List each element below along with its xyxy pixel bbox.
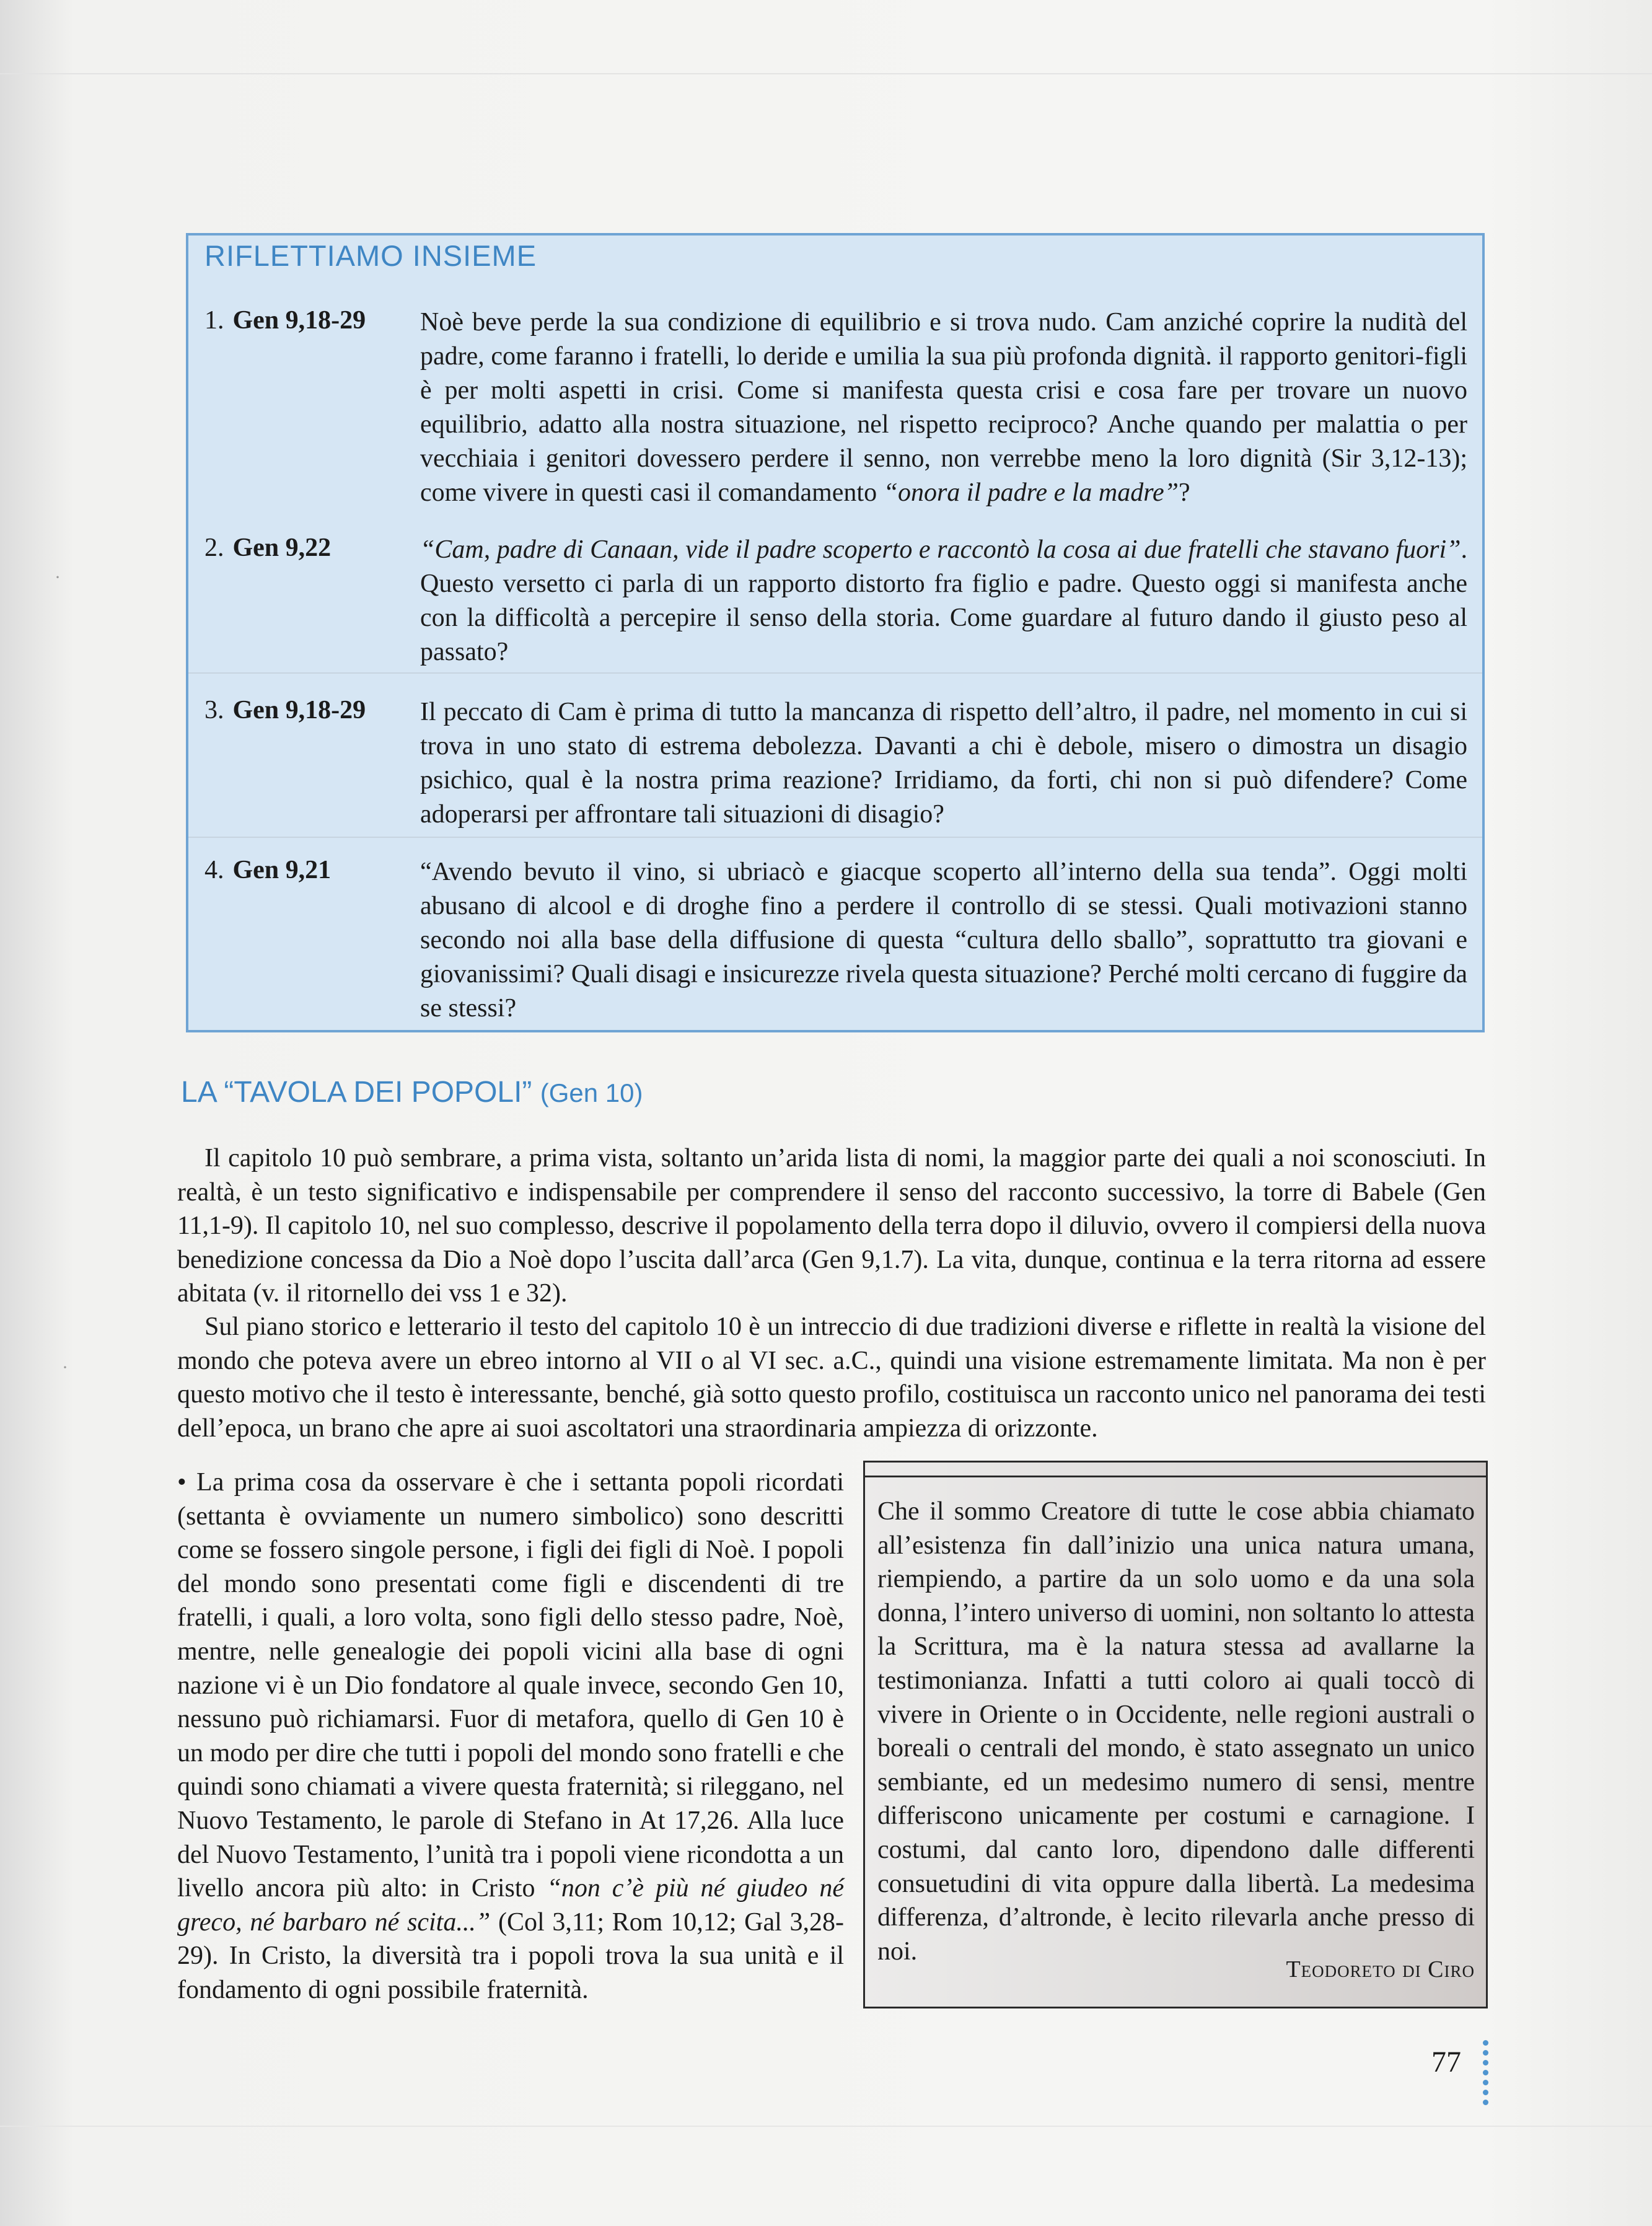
dot [1483,2040,1488,2046]
item-reference: 1. Gen 9,18-29 [204,306,366,335]
reflection-title: RIFLETTIAMO INSIEME [204,239,537,272]
margin-mark: · [62,1357,68,1378]
item-divider [188,672,1482,674]
quote-text: Che il sommo Creatore di tutte le cose abbia chiamato all’esistenza fin dall’inizio una unica natura umana, riempiendo, a partire da un solo uomo e da una sola donna, l’intero universo di uomini, non soltanto lo attesta la Scrittura, ma è la natura stessa ad avallarne la testimonianza. Infatti a tutti coloro ai quali toccò di vivere in Oriente o in Occidente, nelle regioni australi o boreali o centrali del mondo, è stato assegnato un unico sembiante, ed un medesimo numero di sensi, mentre differiscono unicamente per costumi e carnagione. I costumi, dal canto loro, dipendono dalle differenti consuetudini di vita oppure dalla libertà. La medesima differenza, d’altronde, è lecito rilevarla anche presso di noi. [877,1497,1475,1966]
section-heading: LA “TAVOLA DEI POPOLI” (Gen 10) [181,1076,643,1109]
item-divider [188,837,1482,838]
reflection-item-4 [186,855,1485,1029]
item-reference: 2. Gen 9,22 [204,534,332,562]
page-edge-top [0,73,1652,74]
dot [1483,2090,1488,2095]
item-text: “Cam, padre di Canaan, vide il padre scoperto e raccontò la cosa ai due fratelli che stavano fuori”. Questo versetto ci parla di un rapporto distorto fra figlio e padre. Questo oggi si manifesta anche con la difficoltà a percepire il senso della storia. Come guardare al futuro dando il giusto peso al passato? [420,535,1467,666]
dot [1483,2050,1488,2056]
dot [1483,2080,1488,2085]
page-number-dots [1483,2040,1490,2109]
item-text: Noè beve perde la sua condizione di equilibrio e si trova nudo. Cam anziché coprire la nudità del padre, come faranno i fratelli, lo deride e umilia la sua più profonda dignità. il rapporto genitori-figli è per molti aspetti in crisi. Come si manifesta questa crisi e cosa fare per trovare un nuovo equilibrio, adatto alla nostra situazione, nel rispetto reciproco? Anche quando per malattia o per vecchiaia i genitori dovessero perdere il senno, non verrebbe meno la loro dignità (Sir 3,12-13); come vivere in questi casi il comandamento “onora il padre e la madre”? [420,308,1467,507]
reflection-item-2 [186,533,1485,666]
item-text: “Avendo bevuto il vino, si ubriacò e giacque scoperto all’interno della sua tenda”. Oggi molti abusano di alcool e di droghe fino a perdere il controllo di se stessi. Quali motivazioni stanno secondo noi alla base della diffusione di questa “cultura dello sballo”, soprattutto tra giovani e giovanissimi? Quali disagi e insicurezze rivela questa situazione? Perché molti cercano di fuggire da se stessi? [420,858,1467,1023]
body-paragraph: Sul piano storico e letterario il testo del capitolo 10 è un intreccio di due tradizioni diverse e riflette in realtà la visione del mondo che poteva avere un ebreo intorno al VII o al VI sec. a.C., quindi una visione estremamente limitata. Ma non è per questo motivo che il testo è interessante, benché, già sotto questo profilo, costituisca un racconto unico nel panorama dei testi dell’epoca, un brano che apre ai suoi ascoltatori una straordinaria ampiezza di orizzonte. [177,1313,1486,1443]
reflection-item-1 [186,306,1485,516]
dot [1483,2060,1488,2065]
margin-mark: · [55,567,61,587]
quote-author: Teodoreto di Ciro [1286,1956,1475,1982]
item-reference: 3. Gen 9,18-29 [204,696,366,724]
left-column-text: • La prima cosa da osservare è che i settanta popoli ricordati (settanta è ovviamente un numero simbolico) sono descritti come se fossero singole persone, i figli dei figli di Noè. I popoli del mondo sono presentati come figli e discendenti di tre fratelli, i quali, a loro volta, sono figli dello stesso padre, Noè, mentre, nelle genealogie dei popoli vicini alla base di ogni nazione vi è un Dio fondatore al quale invece, secondo Gen 10, nessuno può richiamarsi. Fuor di metafora, quello di Gen 10 è un modo per dire che tutti i popoli del mondo sono fratelli e che quindi sono chiamati a vivere questa fraternità; si rileggano, nel Nuovo Testamento, le parole di Stefano in At 17,26. Alla luce del Nuovo Testamento, l’unità tra i popoli viene ricondotta a un livello ancora più alto: in Cristo “non c’è più né giudeo né greco, né barbaro né scita...” (Col 3,11; Rom 10,12; Gal 3,28-29). In Cristo, la diversità tra i popoli trova la sua unità e il fondamento di ogni possibile fraternità. [177,1468,844,2004]
quote-box-top-rule [863,1476,1488,1477]
dot [1483,2100,1488,2105]
item-text: Il peccato di Cam è prima di tutto la mancanza di rispetto dell’altro, il padre, nel momento in cui si trova in uno stato di estrema debolezza. Davanti a chi è debole, misero o dimostra un disagio psichico, qual è la nostra prima reazione? Irridiamo, da forti, chi non si può difendere? Come adoperarsi per affrontare tali situazioni di disagio? [420,698,1467,829]
item-reference: 4. Gen 9,21 [204,856,332,884]
body-paragraph: Il capitolo 10 può sembrare, a prima vista, soltanto un’arida lista di nomi, la maggior parte dei quali a noi sconosciuti. In realtà, è un testo significativo e indispensabile per comprendere il senso del racconto successivo, la torre di Babele (Gen 11,1-9). Il capitolo 10, nel suo complesso, descrive il popolamento della terra dopo il diluvio, ovvero il compiersi della nuova benedizione concessa da Dio a Noè dopo l’uscita dall’arca (Gen 9,1.7). La vita, dunque, continua e la terra ritorna ad essere abitata (v. il ritornello dei vss 1 e 32). [177,1144,1486,1308]
dot [1483,2070,1488,2075]
page-edge-bottom [0,2126,1652,2127]
page-number: 77 [1431,2046,1461,2079]
reflection-item-3 [186,695,1485,832]
